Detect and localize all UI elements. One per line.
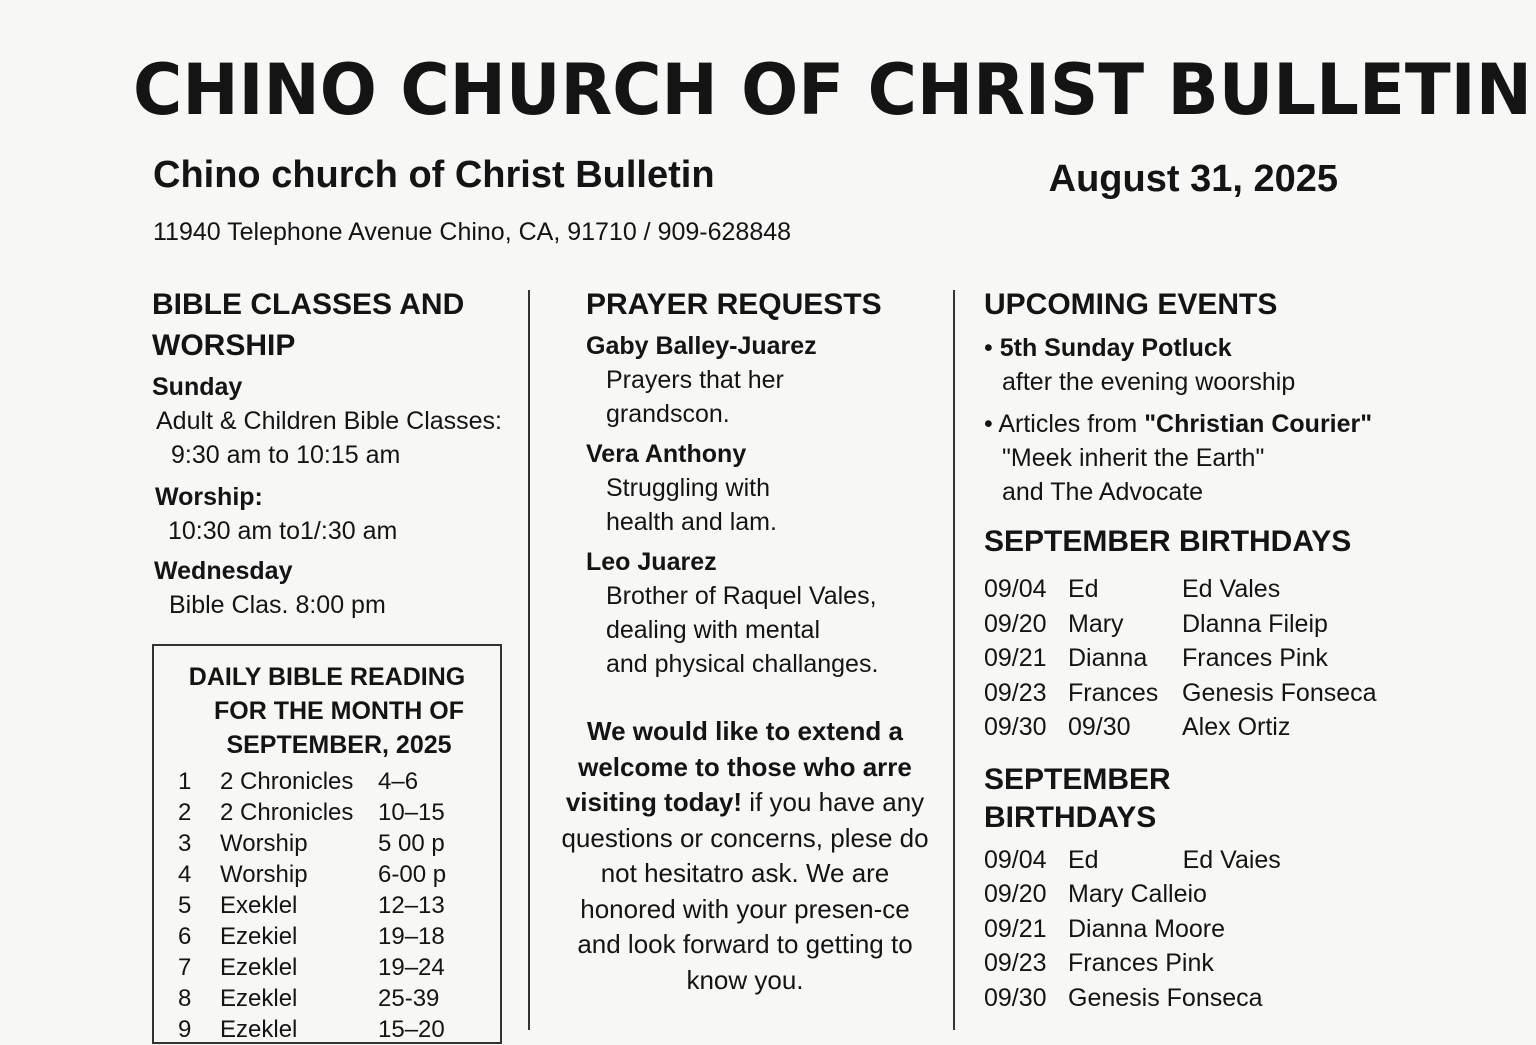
birthday-row (984, 710, 1404, 745)
birthday-date: 09/23 (984, 949, 1047, 977)
reading-day: 7 (178, 954, 192, 981)
birthday-name (1068, 843, 1368, 878)
birthday-row (984, 607, 1404, 642)
prayer-name: Vera Anthony (586, 440, 747, 468)
reading-day: 8 (178, 985, 192, 1012)
birthday-row (984, 912, 1404, 947)
reading-book: Ezeklel (220, 985, 298, 1012)
welcome-message (560, 714, 930, 998)
bullet: • (984, 334, 993, 362)
event-source: "Christian Courier" (1144, 410, 1373, 438)
wednesday-class: Bible Clas. 8:00 pm (169, 591, 386, 619)
prayer-name: Leo Juarez (586, 548, 717, 576)
event-prefix: Articles from (998, 410, 1145, 438)
prayer-column (586, 284, 936, 681)
sunday-label: Sunday (152, 373, 243, 401)
sunday-classes: Adult & Children Bible Classes: (156, 407, 502, 435)
main-title: CHINO CHURCH OF CHRIST BULLETIN (133, 49, 1532, 131)
birthday-fullname: Ed Vales (1182, 575, 1281, 603)
birthday-date: 09/04 (984, 845, 1047, 874)
birthdays2-list (984, 843, 1404, 1016)
birthday-fullname: Frances Pink (1182, 644, 1328, 672)
birthday-row (984, 572, 1404, 607)
daily-reading-box (152, 644, 502, 1044)
reading-book: 2 Chronicles (220, 799, 354, 826)
reading-title (154, 660, 500, 762)
prayer-item (586, 329, 936, 431)
birthday-name: Mary (1068, 609, 1124, 638)
birthday-date: 09/30 (984, 713, 1047, 741)
reading-list (154, 766, 500, 1045)
birthday-name: Dianna (1068, 644, 1148, 672)
birthday-name (1068, 981, 1368, 1016)
birthday-name-text: Genesis Fonseca (1068, 983, 1263, 1012)
event-detail: "Meek inherit the Earth" (1002, 444, 1265, 472)
birthday-date: 09/20 (984, 880, 1047, 908)
reading-day: 5 (178, 892, 192, 919)
birthday-name (1068, 946, 1368, 981)
schedule-column (152, 284, 512, 622)
reading-book: Ezeklel (220, 1016, 298, 1043)
reading-title-line1: DAILY BIBLE READING (188, 663, 466, 691)
prayer-item (586, 437, 936, 539)
birthday-row (984, 641, 1404, 676)
birthday-row (984, 981, 1404, 1016)
schedule-heading-line2: WORSHIP (152, 329, 296, 362)
sub-title: Chino church of Christ Bulletin (153, 154, 715, 196)
worship-label: Worship: (155, 483, 263, 511)
reading-book: Ezeklel (220, 954, 298, 981)
event-item (984, 331, 1404, 365)
birthday-name-text: Dianna Moore (1068, 914, 1226, 943)
birthday-name-text: Mary Calleio (1068, 880, 1207, 908)
reading-day: 6 (178, 923, 192, 950)
reading-book: 2 Chronicles (220, 768, 354, 795)
birthday-date: 09/30 (984, 983, 1047, 1012)
prayer-list (586, 329, 936, 681)
events-column (984, 284, 1404, 1015)
birthday-name: Frances (1068, 678, 1159, 707)
reading-row (178, 766, 500, 797)
birthday-name (1068, 912, 1368, 947)
reading-chapters: 6-00 p (378, 861, 447, 888)
welcome-bold: We would like to extend a welcome to those who arre visiting today! (565, 716, 912, 817)
reading-row (178, 890, 500, 921)
reading-chapters: 19–18 (378, 923, 445, 950)
column-divider-left (528, 290, 530, 1030)
reading-day: 1 (178, 768, 192, 795)
reading-row (178, 952, 500, 983)
prayer-heading: PRAYER REQUESTS (586, 288, 882, 321)
birthday-name (1068, 877, 1368, 912)
reading-chapters: 5 00 p (378, 830, 445, 857)
reading-row (178, 797, 500, 828)
birthdays2-heading-line1: SEPTEMBER (984, 762, 1171, 796)
reading-book: Worship (220, 861, 308, 888)
birthday-name-text: Ed (1068, 845, 1099, 874)
birthday-extra: Ed Vaies (1182, 845, 1281, 874)
event-detail: after the evening woorship (1002, 368, 1296, 396)
event-title: 5th Sunday Potluck (999, 334, 1232, 362)
reading-day: 9 (178, 1016, 192, 1043)
reading-day: 3 (178, 830, 192, 857)
prayer-text: Prayers that her grandscon. (606, 366, 784, 428)
birthday-name: 09/30 (1068, 713, 1131, 741)
birthdays-heading: SEPTEMBER BIRTHDAYS (984, 525, 1352, 558)
reading-title-line3: SEPTEMBER, 2025 (226, 731, 452, 759)
birthday-row (984, 946, 1404, 981)
welcome-rest: if you have any questions or concerns, plese do not hesitatro ask. We are honored with your presen-ce and look forward to getting to know you. (561, 787, 929, 995)
reading-row (178, 859, 500, 890)
sunday-classes-time: 9:30 am to 10:15 am (171, 441, 401, 469)
birthday-date: 09/20 (984, 609, 1047, 638)
birthdays2-heading-line2: BIRTHDAYS (984, 800, 1157, 834)
birthday-row (984, 676, 1404, 711)
reading-day: 2 (178, 799, 192, 826)
reading-row (178, 828, 500, 859)
birthday-row (984, 877, 1404, 912)
prayer-text: Struggling with health and lam. (606, 474, 777, 536)
prayer-item (586, 545, 936, 681)
birthday-row (984, 843, 1404, 878)
reading-chapters: 19–24 (378, 954, 445, 981)
reading-book: Ezekiel (220, 923, 298, 950)
event-detail: and The Advocate (1002, 478, 1204, 506)
birthday-fullname: Dlanna Fileip (1182, 609, 1328, 638)
birthdays-list (984, 572, 1404, 745)
reading-row (178, 921, 500, 952)
reading-chapters: 15–20 (378, 1016, 445, 1043)
reading-book: Worship (220, 830, 308, 857)
event-item (984, 407, 1404, 441)
reading-chapters: 12–13 (378, 892, 445, 919)
prayer-text: Brother of Raquel Vales, dealing with mental and physical challanges. (606, 582, 879, 678)
prayer-name: Gaby Balley-Juarez (586, 332, 817, 360)
reading-book: Exeklel (220, 892, 298, 919)
birthday-date: 09/21 (984, 644, 1047, 672)
birthday-date: 09/21 (984, 914, 1047, 943)
reading-chapters: 25-39 (378, 985, 440, 1012)
reading-chapters: 10–15 (378, 799, 445, 826)
reading-day: 4 (178, 861, 192, 888)
birthday-name-text: Frances Pink (1068, 949, 1214, 977)
birthday-fullname: Genesis Fonseca (1182, 678, 1377, 707)
birthday-date: 09/23 (984, 678, 1047, 707)
reading-row (178, 1014, 500, 1045)
birthday-date: 09/04 (984, 575, 1047, 603)
reading-row (178, 983, 500, 1014)
bulletin-date: August 31, 2025 (1048, 158, 1338, 200)
birthday-name: Ed (1068, 575, 1099, 603)
worship-time: 10:30 am to1/:30 am (168, 517, 398, 545)
wednesday-label: Wednesday (154, 557, 293, 585)
reading-chapters: 4–6 (378, 768, 419, 795)
schedule-heading-line1: BIBLE CLASSES AND (152, 288, 465, 321)
column-divider-right (953, 290, 955, 1030)
bullet: • (984, 410, 993, 438)
church-address: 11940 Telephone Avenue Chino, CA, 91710 / 909-628848 (153, 218, 792, 246)
reading-title-line2: FOR THE MONTH OF (214, 697, 464, 725)
events-heading: UPCOMING EVENTS (984, 288, 1278, 321)
birthday-fullname: Alex Ortiz (1182, 713, 1291, 741)
